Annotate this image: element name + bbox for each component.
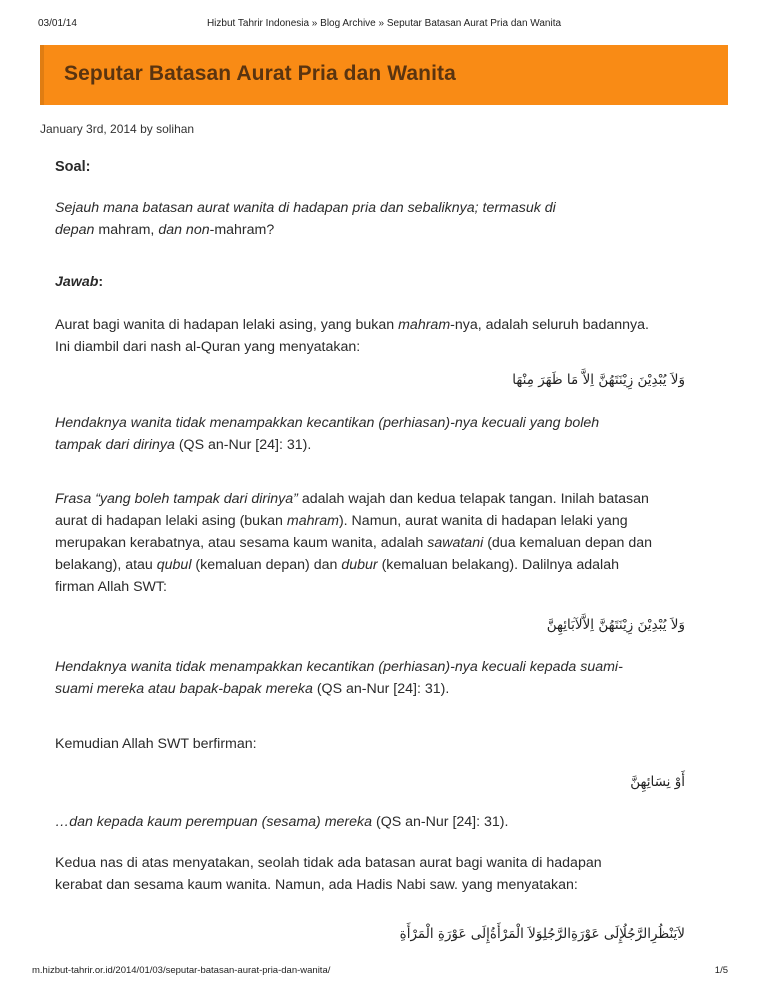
paragraph-4	[55, 852, 725, 896]
paragraph-2	[55, 488, 725, 598]
p2-qubul: qubul	[156, 557, 192, 573]
translation-1	[55, 412, 725, 456]
translation-2-line-2a: suami mereka atau bapak-bapak mereka	[55, 681, 313, 697]
p2-line-2c: ). Namun, aurat wanita di hadapan lelaki yang	[338, 513, 628, 529]
p1-text-a: Aurat bagi wanita di hadapan lelaki asing, yang bukan	[55, 317, 399, 333]
p4-line-1: Kedua nas di atas menyatakan, seolah tidak ada batasan aurat bagi wanita di hadapan	[55, 855, 602, 871]
p2-line-3a: merupakan kerabatnya, atau sesama kaum wanita, adalah	[55, 535, 428, 551]
paragraph-3: Kemudian Allah SWT berfirman:	[55, 736, 257, 752]
translation-2-citation: (QS an-Nur [24]: 31).	[312, 681, 450, 697]
jawab-label: Jawab	[55, 274, 99, 290]
soal-line-1: Sejauh mana batasan aurat wanita di hadapan pria dan sebaliknya; termasuk di	[55, 200, 556, 216]
p2-line-2a: aurat di hadapan lelaki asing (bukan	[55, 513, 287, 529]
article-title: Seputar Batasan Aurat Pria dan Wanita	[64, 62, 456, 85]
translation-3-citation: (QS an-Nur [24]: 31).	[372, 814, 509, 830]
p2-sawatani: sawatani	[427, 535, 484, 551]
p1-text-mahram: mahram	[398, 317, 451, 333]
print-page-title: Hizbut Tahrir Indonesia » Blog Archive » Seputar Batasan Aurat Pria dan Wanita	[206, 18, 562, 29]
arabic-hadith: لاَيَنْظُرِالرَّجُلُإِلَى عَوْرَةِالرَّجُلِوَلاَ الْمَرْأَةُإِلَى عَوْرَةِ الْمَرْأَةِ	[399, 926, 685, 942]
soal-text-depan: depan	[55, 222, 95, 238]
jawab-heading	[55, 271, 725, 293]
soal-heading: Soal:	[55, 159, 91, 175]
arabic-verse-3: أَوْ نِسَائِهِنَّ	[630, 774, 685, 790]
p4-line-2: kerabat dan sesama kaum wanita. Namun, ada Hadis Nabi saw. yang menyatakan:	[55, 877, 578, 893]
p2-line-4a: belakang), atau	[55, 557, 157, 573]
translation-1-line-2a: tampak dari dirinya	[55, 437, 175, 453]
arabic-verse-2: وَلاَ يُبْدِيْنَ زِيْنَتَهُنَّ اِلاَّلآبَائِهِنَّ	[546, 617, 685, 633]
p2-line-5: firman Allah SWT:	[55, 579, 167, 595]
paragraph-1	[55, 314, 725, 358]
print-date: 03/01/14	[38, 18, 77, 29]
soal-text-mahram: mahram,	[94, 222, 159, 238]
print-page-number: 1/5	[714, 965, 728, 976]
p2-frasa: Frasa “yang boleh tampak dari dirinya”	[55, 491, 298, 507]
jawab-colon: :	[98, 274, 104, 290]
soal-text-non-mahram: -mahram?	[209, 222, 275, 238]
translation-2	[55, 656, 725, 700]
p1-text-c: -nya, adalah seluruh badannya.	[450, 317, 649, 333]
print-url: m.hizbut-tahrir.or.id/2014/01/03/seputar-batasan-aurat-pria-dan-wanita/	[32, 965, 331, 976]
p2-line-1: adalah wajah dan kedua telapak tangan. Inilah batasan	[297, 491, 649, 507]
translation-2-line-1: Hendaknya wanita tidak menampakkan kecantikan (perhiasan)-nya kecuali kepada suami-	[55, 659, 623, 675]
article-byline: January 3rd, 2014 by solihan	[40, 122, 195, 136]
p2-line-4c: (kemaluan depan) dan	[191, 557, 342, 573]
print-footer	[0, 965, 768, 979]
translation-1-citation: (QS an-Nur [24]: 31).	[174, 437, 312, 453]
soal-text-dan-non: dan non	[158, 222, 210, 238]
arabic-verse-1: وَلاَ يُبْدِيْنَ زِيْنَتَهُنَّ اِلاَّ مَا ظَهَرَ مِنْهَا	[512, 372, 685, 388]
p2-dubur: dubur	[341, 557, 378, 573]
p2-line-3c: (dua kemaluan depan dan	[483, 535, 653, 551]
translation-3-text: …dan kepada kaum perempuan (sesama) mereka	[55, 814, 373, 830]
translation-3	[55, 811, 725, 833]
p2-line-4e: (kemaluan belakang). Dalilnya adalah	[377, 557, 619, 573]
article-title-bar	[40, 45, 728, 105]
print-header	[0, 18, 768, 32]
translation-1-line-1: Hendaknya wanita tidak menampakkan kecantikan (perhiasan)-nya kecuali yang boleh	[55, 415, 600, 431]
p2-mahram: mahram	[286, 513, 339, 529]
soal-question	[55, 197, 725, 241]
p1-line-2: Ini diambil dari nash al-Quran yang menyatakan:	[55, 339, 361, 355]
